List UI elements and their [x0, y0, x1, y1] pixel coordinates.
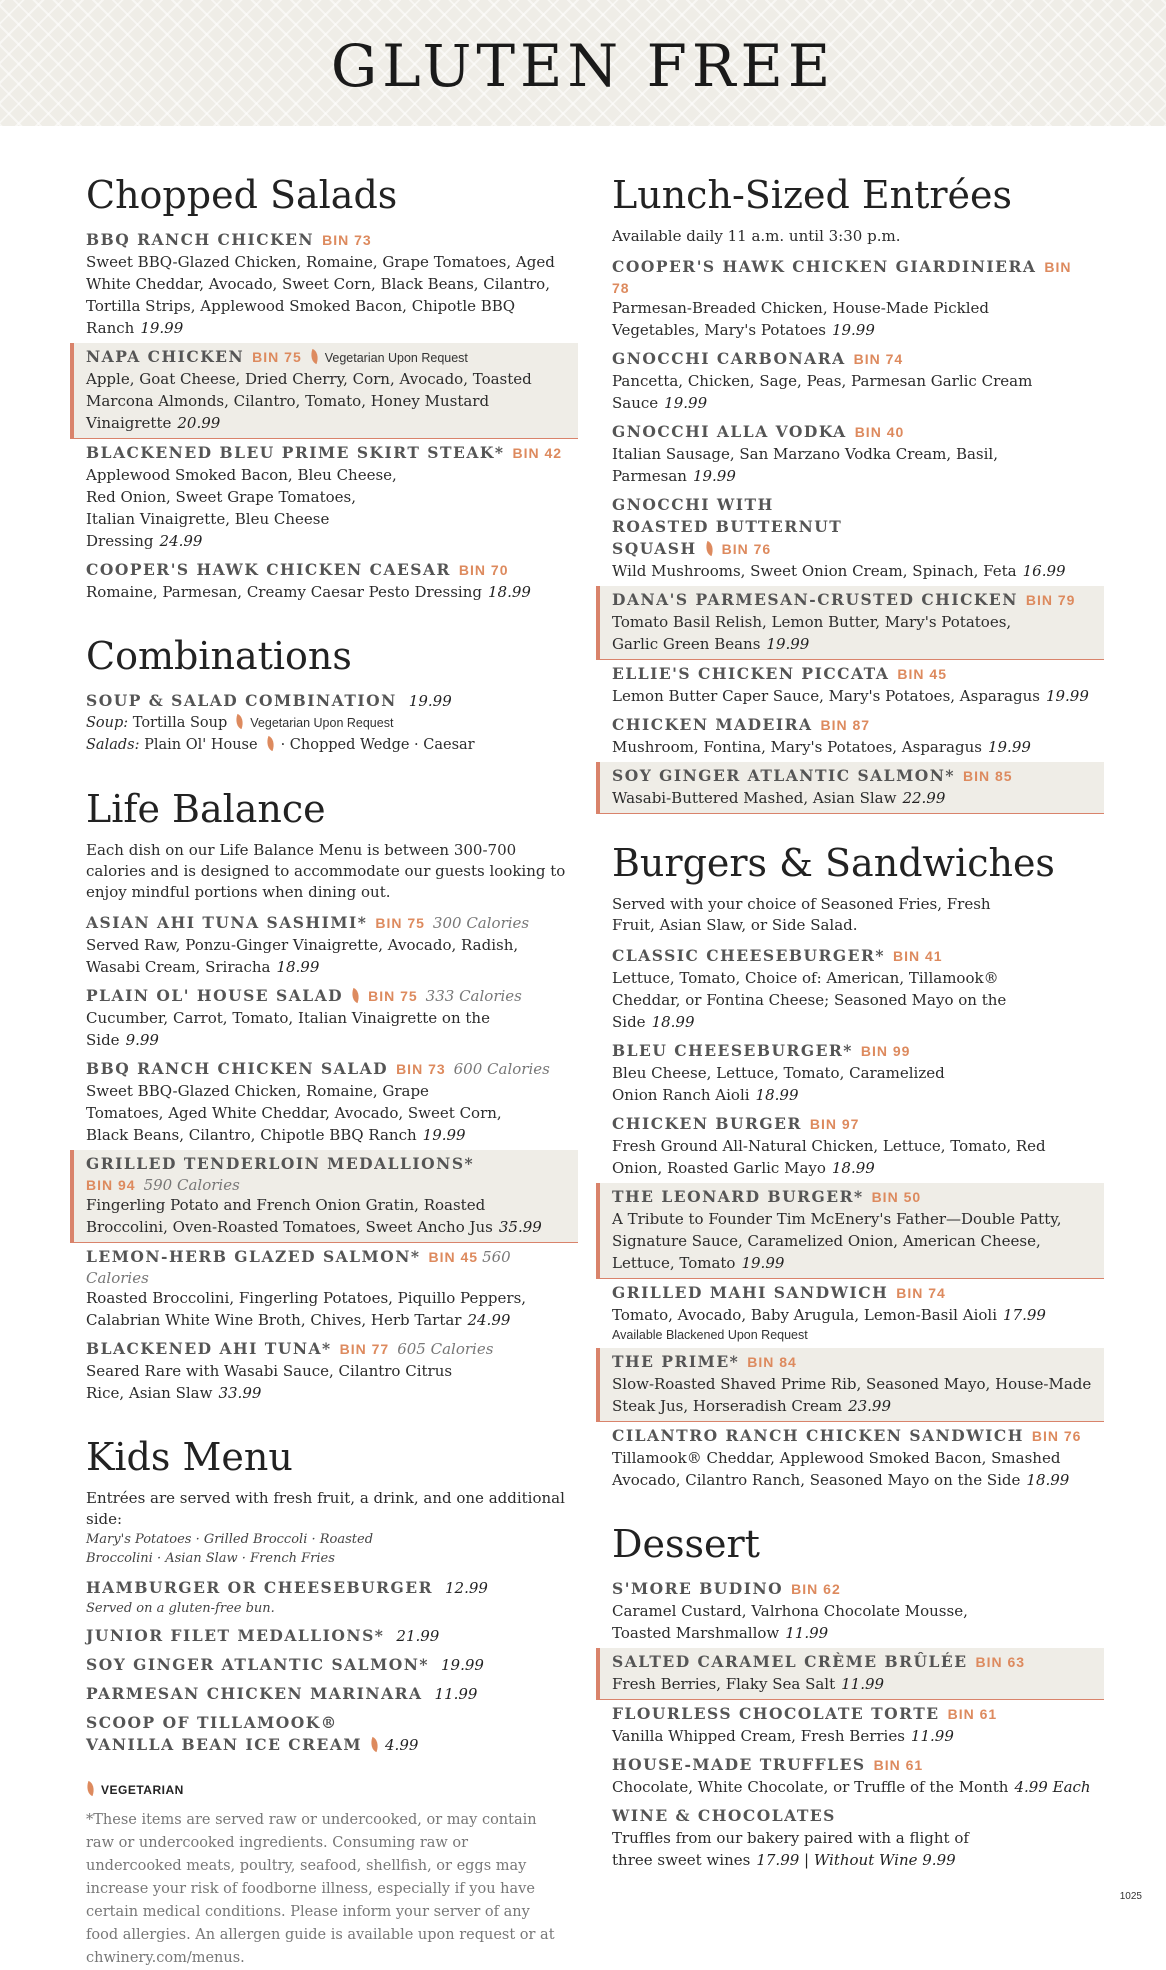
menu-item-highlighted: GRILLED TENDERLOIN MEDALLIONS* BIN 94 590 Calories Fingerling Potato and French Onion Gratin, Roasted Broccolini, Oven-Roasted Tomatoes, Sweet Ancho Jus 35.99: [70, 1150, 578, 1243]
menu-item: BBQ RANCH CHICKEN SALAD BIN 73 600 Calories Sweet BBQ-Glazed Chicken, Romaine, Grape Tomatoes, Aged White Cheddar, Avocado, Sweet Corn, Black Beans, Cilantro, Chipotle BBQ Ranch 19.99: [86, 1059, 550, 1144]
menu-item: HOUSE-MADE TRUFFLES BIN 61 Chocolate, White Chocolate, or Truffle of the Month 4.99 Each: [612, 1755, 1091, 1796]
header-banner: [0, 0, 1166, 126]
menu-item: WINE & CHOCOLATES Truffles from our bakery paired with a flight of three sweet wines 17.99 | Without Wine 9.99: [612, 1806, 969, 1869]
vegetarian-leaf-icon: [84, 1781, 97, 1796]
menu-item: GNOCCHI ALLA VODKA BIN 40 Italian Sausage, San Marzano Vodka Cream, Basil, Parmesan 19.99: [612, 422, 998, 485]
menu-item: GNOCCHI WITH ROASTED BUTTERNUT SQUASH BIN 76 Wild Mushrooms, Sweet Onion Cream, Spinach, Feta 16.99: [612, 495, 1066, 580]
section-intro: Entrées are served with fresh fruit, a drink, and one additional side:: [86, 1489, 565, 1528]
menu-item: CHICKEN BURGER BIN 97 Fresh Ground All-Natural Chicken, Lettuce, Tomato, Red Onion, Roasted Garlic Mayo 18.99: [612, 1114, 1046, 1177]
section-intro: Available daily 11 a.m. until 3:30 p.m.: [612, 227, 901, 245]
vegetarian-leaf-icon: [308, 349, 321, 364]
menu-item-highlighted: NAPA CHICKEN BIN 75 Vegetarian Upon Request Apple, Goat Cheese, Dried Cherry, Corn, Avocado, Toasted Marcona Almonds, Cilantro, Tomato, Honey Mustard Vinaigrette 20.99: [70, 343, 578, 439]
menu-item: GRILLED MAHI SANDWICH BIN 74 Tomato, Avocado, Baby Arugula, Lemon-Basil Aioli 17.99 Available Blackened Upon Request: [612, 1283, 1046, 1342]
menu-item-highlighted: THE PRIME* BIN 84 Slow-Roasted Shaved Prime Rib, Seasoned Mayo, House-Made Steak Jus, Horseradish Cream 23.99: [596, 1348, 1104, 1422]
menu-item-highlighted: DANA'S PARMESAN-CRUSTED CHICKEN BIN 79 Tomato Basil Relish, Lemon Butter, Mary's Potatoes, Garlic Green Beans 19.99: [596, 586, 1104, 660]
vegetarian-leaf-icon: [233, 714, 246, 729]
section-title-burgers: Burgers & Sandwiches: [612, 841, 1055, 885]
left-column: [86, 172, 566, 1970]
menu-item: FLOURLESS CHOCOLATE TORTE BIN 61 Vanilla Whipped Cream, Fresh Berries 11.99: [612, 1704, 998, 1745]
menu-item-highlighted: THE LEONARD BURGER* BIN 50 A Tribute to Founder Tim McEnery's Father—Double Patty, Signature Sauce, Caramelized Onion, American Cheese, Lettuce, Tomato 19.99: [596, 1183, 1104, 1279]
menu-item: SOUP & SALAD COMBINATION 19.99 Soup: Tortilla Soup Vegetarian Upon Request Salads: Plain Ol' House · Chopped Wedge · Caesar: [86, 691, 475, 753]
menu-item: GNOCCHI CARBONARA BIN 74 Pancetta, Chicken, Sage, Peas, Parmesan Garlic Cream Sauce 19.99: [612, 349, 1033, 412]
menu-item: ASIAN AHI TUNA SASHIMI* BIN 75 300 Calories Served Raw, Ponzu-Ginger Vinaigrette, Avocado, Radish, Wasabi Cream, Sriracha 18.99: [86, 913, 530, 976]
menu-item: HAMBURGER OR CHEESEBURGER 12.99 Served on a gluten-free bun.: [86, 1578, 488, 1616]
kids-sides: Mary's Potatoes · Grilled Broccoli · Roasted Broccolini · Asian Slaw · French Fries: [86, 1532, 374, 1566]
section-title-lunch-entrees: Lunch-Sized Entrées: [612, 173, 1013, 217]
page-title: GLUTEN FREE: [330, 32, 836, 100]
menu-code: 1025: [1119, 1891, 1142, 1902]
menu-item: BLACKENED BLEU PRIME SKIRT STEAK* BIN 42 Applewood Smoked Bacon, Bleu Cheese, Red Onion, Sweet Grape Tomatoes, Italian Vinaigrette, Bleu Cheese Dressing 24.99: [86, 443, 563, 550]
menu-item: JUNIOR FILET MEDALLIONS* 21.99: [86, 1626, 440, 1645]
menu-item: PLAIN OL' HOUSE SALAD BIN 75 333 Calories Cucumber, Carrot, Tomato, Italian Vinaigrette on the Side 9.99: [86, 986, 522, 1049]
menu-item: CHICKEN MADEIRA BIN 87 Mushroom, Fontina, Mary's Potatoes, Asparagus 19.99: [612, 715, 1031, 756]
menu-item-highlighted: SOY GINGER ATLANTIC SALMON* BIN 85 Wasabi-Buttered Mashed, Asian Slaw 22.99: [596, 762, 1104, 814]
menu-item-highlighted: SALTED CARAMEL CRÈME BRÛLÉE BIN 63 Fresh Berries, Flaky Sea Salt 11.99: [596, 1648, 1104, 1700]
vegetarian-leaf-icon: [703, 541, 716, 556]
section-title-life-balance: Life Balance: [86, 787, 326, 831]
menu-item: LEMON-HERB GLAZED SALMON* BIN 45 560 Calories Roasted Broccolini, Fingerling Potatoes, Piquillo Peppers, Calabrian White Wine Broth, Chives, Herb Tartar 24.99: [86, 1247, 527, 1329]
menu-item: SCOOP OF TILLAMOOK® VANILLA BEAN ICE CREAM 4.99: [86, 1713, 419, 1754]
right-column: [612, 172, 1092, 1875]
raw-food-disclaimer: *These items are served raw or undercooked, or may contain raw or undercooked ingredients. Consuming raw or undercooked meats, poultry, seafood, shellfish, or eggs may increase your risk of foodborne illness, especially if you have certain medical conditions. Please inform your server of any food allergies. An allergen guide is available upon request or at chwinery.com/menus.: [86, 1812, 555, 1966]
menu-item: BLACKENED AHI TUNA* BIN 77 605 Calories Seared Rare with Wasabi Sauce, Cilantro Citrus Rice, Asian Slaw 33.99: [86, 1339, 494, 1402]
menu-item: S'MORE BUDINO BIN 62 Caramel Custard, Valrhona Chocolate Mousse, Toasted Marshmallow 11.99: [612, 1579, 968, 1642]
menu-item: COOPER'S HAWK CHICKEN CAESAR BIN 70 Romaine, Parmesan, Creamy Caesar Pesto Dressing 18.99: [86, 560, 531, 601]
menu-item: ELLIE'S CHICKEN PICCATA BIN 45 Lemon Butter Caper Sauce, Mary's Potatoes, Asparagus 19.99: [612, 664, 1089, 705]
menu-item: CILANTRO RANCH CHICKEN SANDWICH BIN 76 Tillamook® Cheddar, Applewood Smoked Bacon, Smashed Avocado, Cilantro Ranch, Seasoned Mayo on the Side 18.99: [612, 1426, 1082, 1489]
menu-item: PARMESAN CHICKEN MARINARA 11.99: [86, 1684, 478, 1703]
vegetarian-leaf-icon: [264, 736, 277, 751]
menu-item: BBQ RANCH CHICKEN BIN 73 Sweet BBQ-Glazed Chicken, Romaine, Grape Tomatoes, Aged White Cheddar, Avocado, Sweet Corn, Black Beans, Cilantro, Tortilla Strips, Applewood Smoked Bacon, Chipotle BBQ Ranch 19.99: [86, 230, 555, 337]
section-title-dessert: Dessert: [612, 1522, 760, 1566]
menu-item: CLASSIC CHEESEBURGER* BIN 41 Lettuce, Tomato, Choice of: American, Tillamook® Cheddar, or Fontina Cheese; Seasoned Mayo on the Side 18.99: [612, 946, 1007, 1031]
section-title-kids-menu: Kids Menu: [86, 1435, 293, 1479]
section-title-chopped-salads: Chopped Salads: [86, 173, 398, 217]
section-intro: Served with your choice of Seasoned Fries, Fresh Fruit, Asian Slaw, or Side Salad.: [612, 895, 991, 934]
vegetarian-legend: VEGETARIAN: [86, 1782, 566, 1797]
menu-item: COOPER'S HAWK CHICKEN GIARDINIERA BIN 78 Parmesan-Breaded Chicken, House-Made Pickled Vegetables, Mary's Potatoes 19.99: [612, 257, 1072, 339]
menu-item: SOY GINGER ATLANTIC SALMON* 19.99: [86, 1655, 484, 1674]
section-intro: Each dish on our Life Balance Menu is between 300-700 calories and is designed to accommodate our guests looking to enjoy mindful portions when dining out.: [86, 841, 566, 901]
section-title-combinations: Combinations: [86, 634, 352, 678]
vegetarian-leaf-icon: [368, 1737, 381, 1752]
menu-item: BLEU CHEESEBURGER* BIN 99 Bleu Cheese, Lettuce, Tomato, Caramelized Onion Ranch Aioli 18.99: [612, 1041, 945, 1104]
vegetarian-leaf-icon: [349, 988, 362, 1003]
